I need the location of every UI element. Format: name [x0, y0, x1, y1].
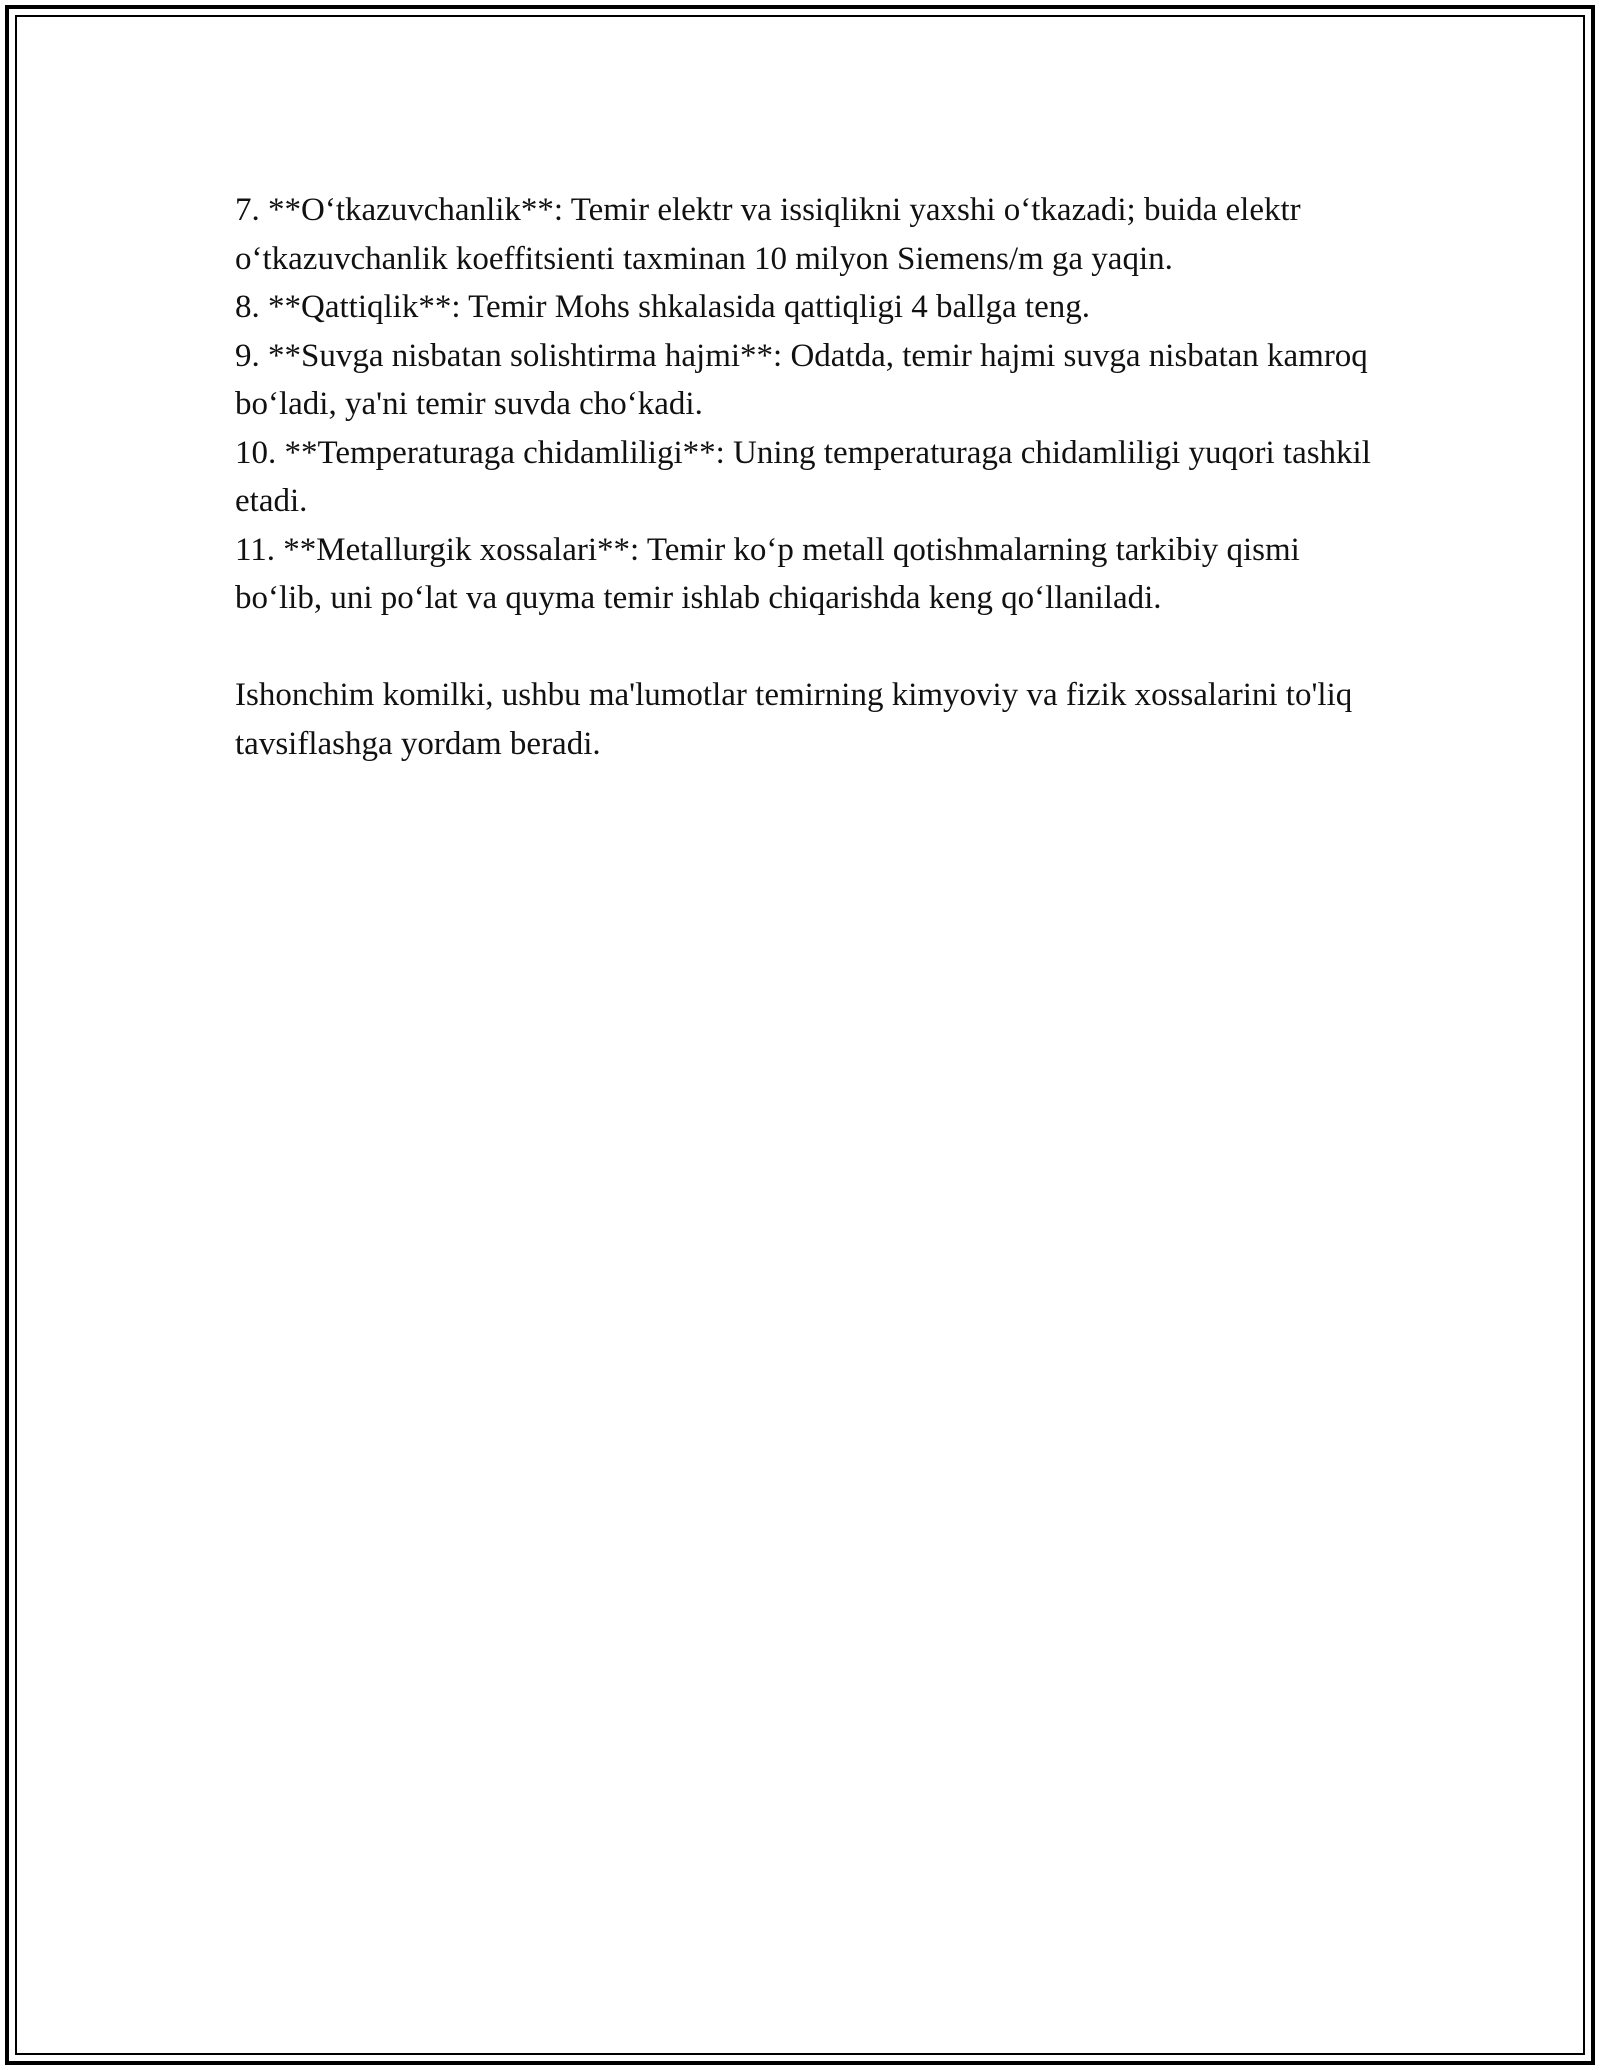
paragraph-gap — [235, 623, 1385, 672]
list-item-specific-volume: 9. **Suvga nisbatan solishtirma hajmi**: Odatda, temir hajmi suvga nisbatan kamroq bo‘ladi, ya'ni temir suvda cho‘kadi. — [235, 337, 1368, 422]
closing-paragraph: Ishonchim komilki, ushbu ma'lumotlar temirning kimyoviy va fizik xossalarini to'liq tavsiflashga yordam beradi. — [235, 677, 1353, 762]
list-item-hardness: 8. **Qattiqlik**: Temir Mohs shkalasida qattiqligi 4 ballga teng. — [235, 289, 1090, 325]
document-body — [235, 186, 1385, 768]
list-item-temperature-resistance: 10. **Temperaturaga chidamliligi**: Uning temperaturaga chidamliligi yuqori tashkil etadi. — [235, 434, 1371, 519]
list-item-conductivity: 7. **O‘tkazuvchanlik**: Temir elektr va issiqlikni yaxshi o‘tkazadi; buida elektr o‘tkazuvchanlik koeffitsienti taxminan 10 milyon Siemens/m ga yaqin. — [235, 192, 1301, 277]
list-item-metallurgical-properties: 11. **Metallurgik xossalari**: Temir ko‘p metall qotishmalarning tarkibiy qismi bo‘lib, uni po‘lat va quyma temir ishlab chiqarishda keng qo‘llaniladi. — [235, 531, 1300, 616]
